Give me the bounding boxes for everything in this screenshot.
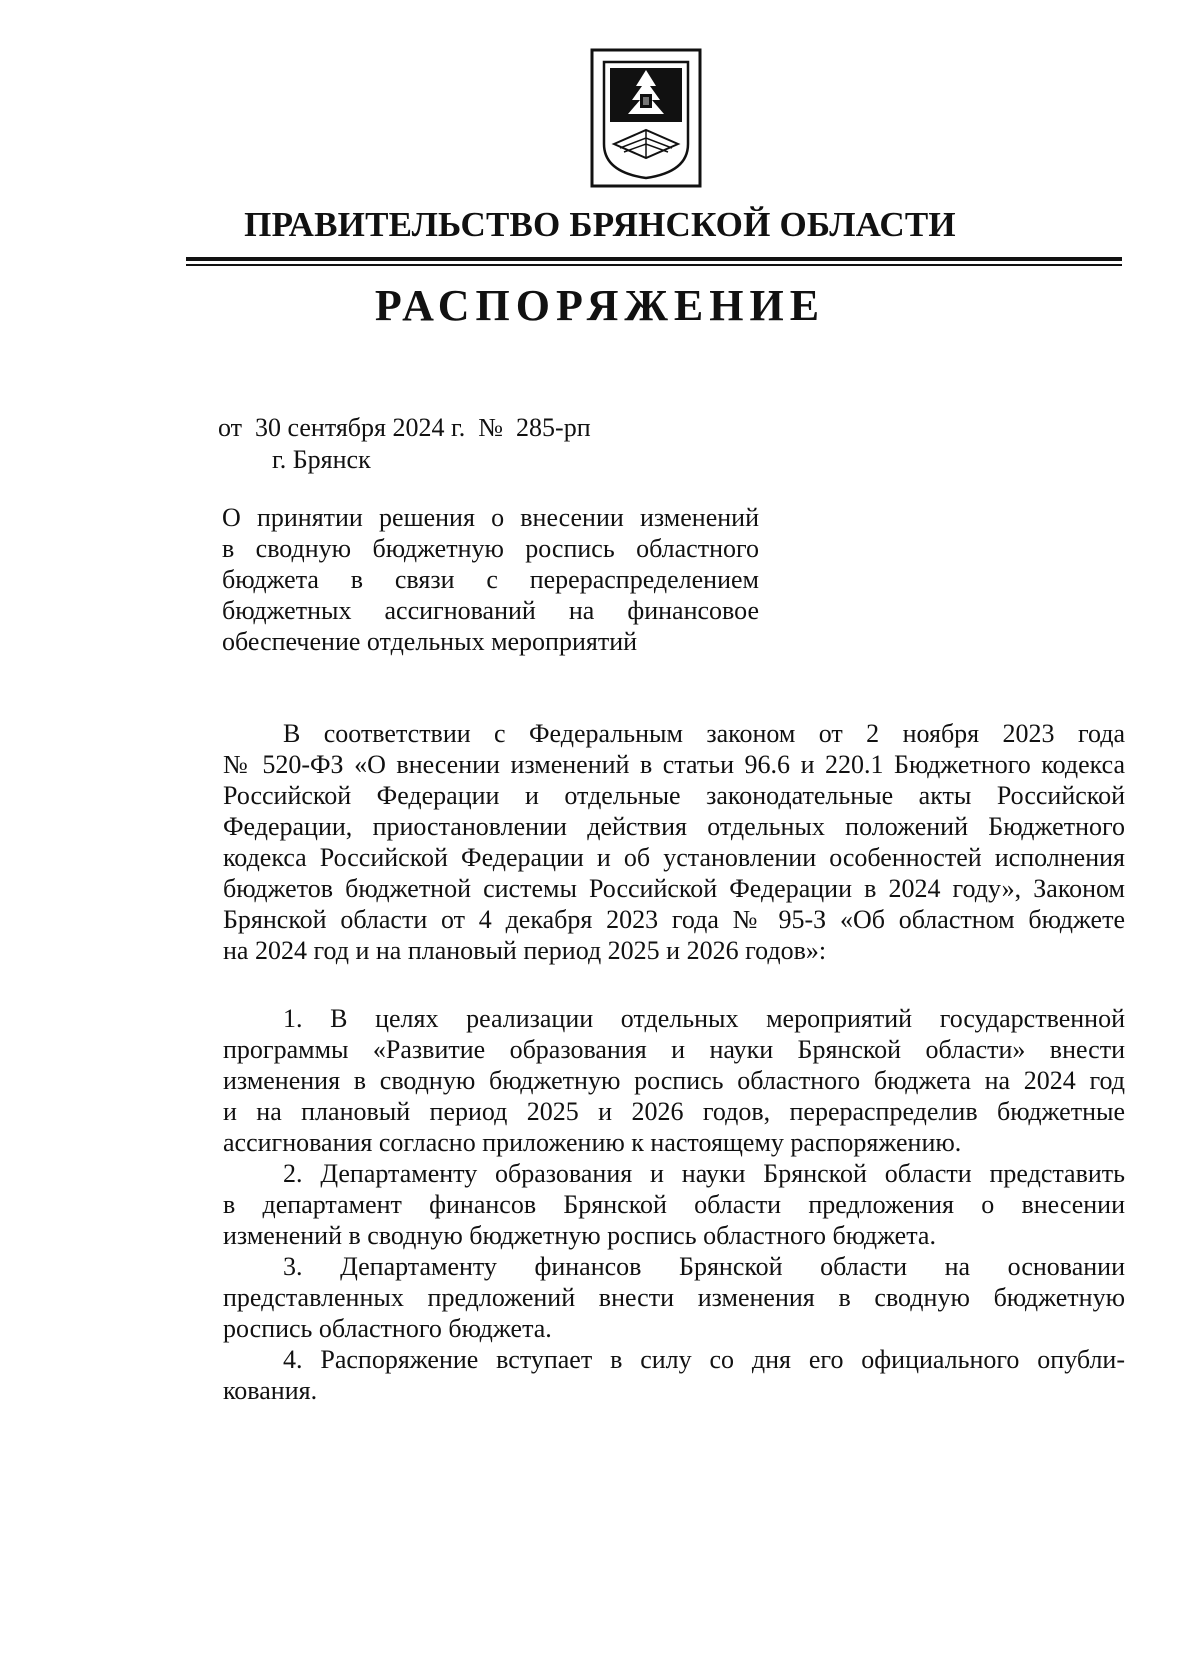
government-title: ПРАВИТЕЛЬСТВО БРЯНСКОЙ ОБЛАСТИ bbox=[244, 205, 956, 244]
preamble-line: Федерации, приостановлении действия отдельных положений Бюджетного bbox=[223, 812, 1125, 841]
document-type-heading: РАСПОРЯЖЕНИЕ bbox=[374, 281, 826, 330]
item-line: и на плановый период 2025 и 2026 годов, перераспределив бюджетные bbox=[223, 1097, 1125, 1126]
subject-line: в сводную бюджетную роспись областного bbox=[222, 534, 759, 563]
order-items bbox=[223, 1003, 1125, 1406]
subject-line: О принятии решения о внесении изменений bbox=[222, 503, 759, 532]
item-line: 4. Распоряжение вступает в силу со дня его официального опубли- bbox=[283, 1345, 1125, 1374]
order-item-4 bbox=[223, 1344, 1125, 1406]
date-and-number: от 30 сентября 2024 г. № 285-рп bbox=[218, 413, 591, 442]
preamble-line: № 520-ФЗ «О внесении изменений в статьи 96.6 и 220.1 Бюджетного кодекса bbox=[223, 750, 1125, 779]
document-subject bbox=[222, 502, 759, 657]
header-divider bbox=[186, 257, 1122, 266]
item-line: 1. В целях реализации отдельных мероприятий государственной bbox=[283, 1004, 1125, 1033]
item-line: в департамент финансов Брянской области предложения о внесении bbox=[223, 1190, 1125, 1219]
order-item-2 bbox=[223, 1158, 1125, 1251]
preamble-line: Брянской области от 4 декабря 2023 года № 95-З «Об областном бюджете bbox=[223, 905, 1125, 934]
preamble-line: В соответствии с Федеральным законом от 2 ноября 2023 года bbox=[283, 719, 1125, 748]
item-line: изменений в сводную бюджетную роспись областного бюджета. bbox=[223, 1221, 936, 1250]
preamble-line: Российской Федерации и отдельные законодательные акты Российской bbox=[223, 781, 1125, 810]
item-line: изменения в сводную бюджетную роспись областного бюджета на 2024 год bbox=[223, 1066, 1125, 1095]
item-line: представленных предложений внести изменения в сводную бюджетную bbox=[223, 1283, 1125, 1312]
item-line: программы «Развитие образования и науки Брянской области» внести bbox=[223, 1035, 1125, 1064]
preamble-line: кодекса Российской Федерации и об установлении особенностей исполнения bbox=[223, 843, 1125, 872]
subject-line: бюджетных ассигнований на финансовое bbox=[222, 596, 759, 625]
order-item-1 bbox=[223, 1003, 1125, 1158]
item-line: роспись областного бюджета. bbox=[223, 1314, 552, 1343]
preamble-line: бюджетов бюджетной системы Российской Федерации в 2024 году», Законом bbox=[223, 874, 1125, 903]
issue-city: г. Брянск bbox=[272, 445, 371, 474]
item-line: ассигнования согласно приложению к настоящему распоряжению. bbox=[223, 1128, 962, 1157]
subject-line: обеспечение отдельных мероприятий bbox=[222, 627, 638, 656]
subject-line: бюджета в связи с перераспределением bbox=[222, 565, 759, 594]
coat-of-arms-icon bbox=[590, 48, 702, 188]
item-line: кования. bbox=[223, 1376, 318, 1405]
item-line: 2. Департаменту образования и науки Брянской области представить bbox=[283, 1159, 1125, 1188]
order-item-3 bbox=[223, 1251, 1125, 1344]
preamble-line: на 2024 год и на плановый период 2025 и 2026 годов»: bbox=[223, 936, 827, 965]
item-line: 3. Департаменту финансов Брянской области на основании bbox=[283, 1252, 1125, 1281]
preamble-paragraph bbox=[223, 718, 1125, 966]
